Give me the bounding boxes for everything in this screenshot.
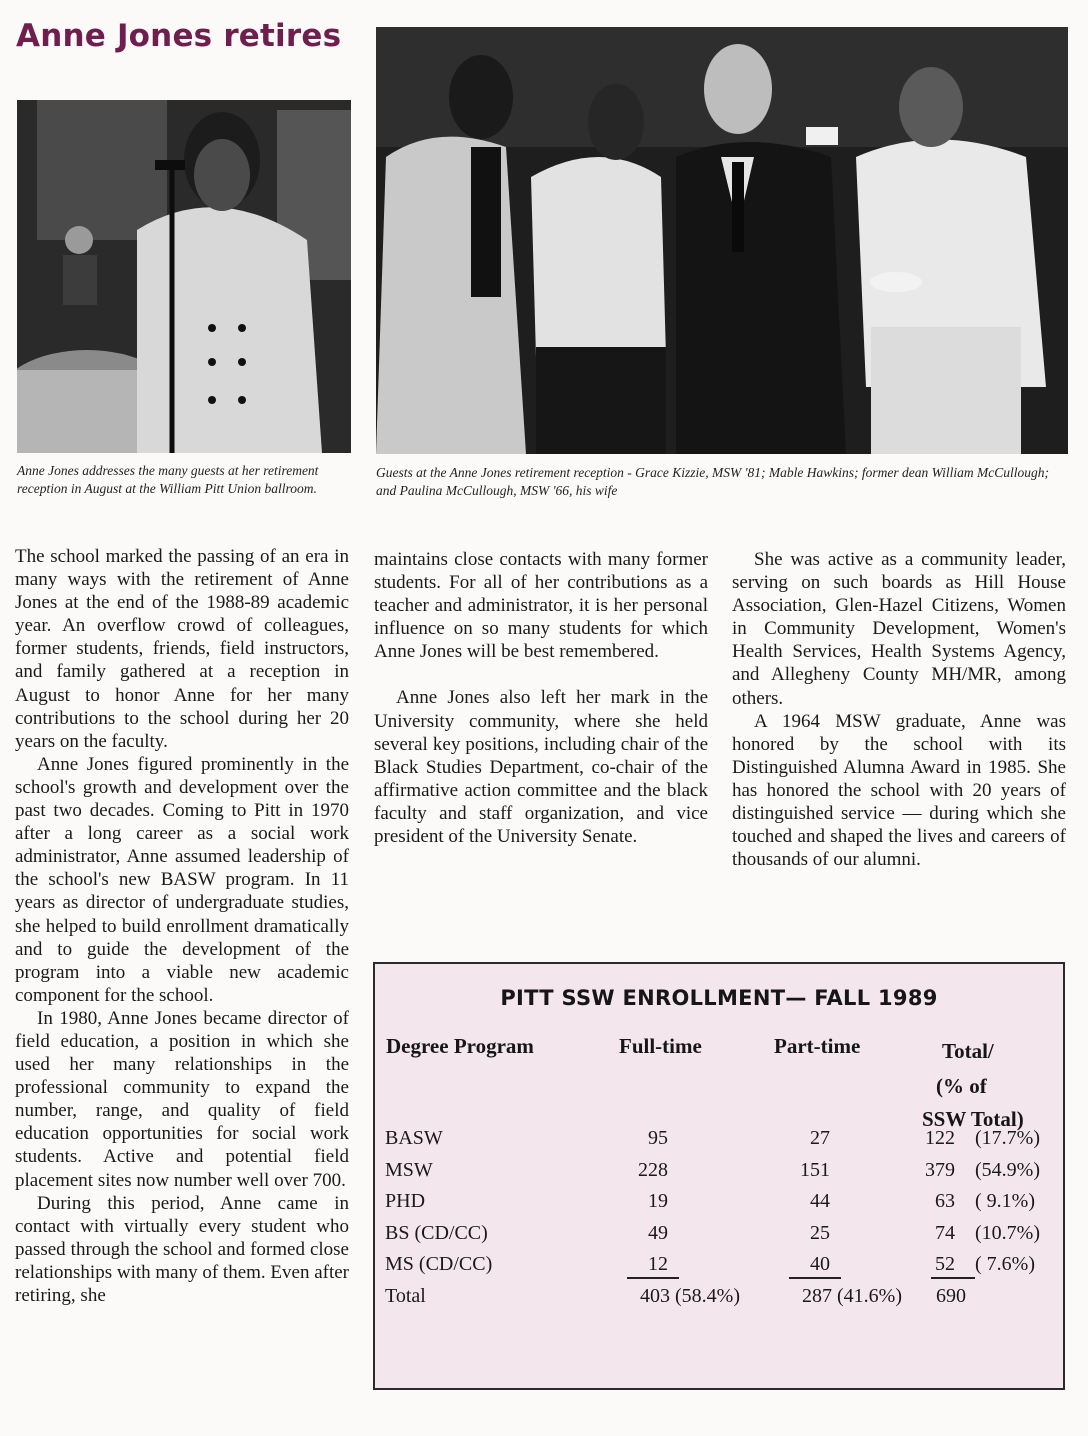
cell-fulltime: 95: [648, 1127, 668, 1149]
cell-program: BASW: [385, 1127, 443, 1149]
paragraph: During this period, Anne came in contact with virtually every student who passed through the school and formed close relationships with many of them. Even after retiring, she: [15, 1192, 349, 1306]
table-title: PITT SSW ENROLLMENT— FALL 1989: [500, 986, 938, 1010]
cell-parttime: 25: [810, 1221, 830, 1244]
cell-fulltime: 49: [648, 1221, 668, 1244]
cell-program: PHD: [385, 1190, 426, 1212]
header-total-line2: (% of: [936, 1074, 987, 1098]
paragraph: A 1964 MSW graduate, Anne was honored by the school with its Distinguished Alumna Award in 1985. She has honored the school with 20 years of distinguished service — during which she touched and shaped the lives and careers of thousands of our alumni.: [732, 710, 1066, 871]
cell-parttime: 151: [800, 1158, 830, 1181]
cell-pct: ( 7.6%): [975, 1253, 1035, 1275]
cell-fulltime: 19: [648, 1190, 668, 1212]
cell-pct: ( 9.1%): [975, 1190, 1035, 1212]
enrollment-table: [373, 962, 1065, 1390]
photo-right-caption: Guests at the Anne Jones retirement reception - Grace Kizzie, MSW '81; Mable Hawkins; former dean William McCullough; and Paulina McCullough, MSW '66, his wife: [376, 465, 1050, 498]
paragraph: maintains close contacts with many former students. For all of her contributions as a teacher and administrator, it is her personal influence on so many students for which Anne Jones will be best remembered.: [374, 549, 708, 663]
cell-total: 122: [925, 1127, 955, 1149]
cell-parttime: 40: [810, 1253, 830, 1275]
paragraph: Anne Jones also left her mark in the University community, where she held several key positions, including chair of the Black Studies Department, co-chair of the affirmative action committee and the black faculty and staff organization, and vice president of the University Senate.: [374, 687, 708, 848]
total-sum-rule: [931, 1277, 975, 1279]
header-total-line3: SSW Total): [922, 1107, 1024, 1131]
header-total-line1: Total/: [942, 1039, 994, 1063]
cell-total: 52: [935, 1253, 955, 1275]
paragraph: In 1980, Anne Jones became director of field education, a position in which she used her many relationships in the professional community to expand the number, range, and quality of field education opportunities for social work students. Active and potential field placement sites now number well over 700.: [15, 1007, 349, 1191]
cell-fulltime: 12: [648, 1253, 668, 1275]
cell-parttime: 27: [810, 1127, 830, 1149]
totals-parttime: 287 (41.6%): [802, 1285, 902, 1307]
totals-total: 690: [936, 1285, 966, 1307]
cell-total: 63: [935, 1190, 955, 1212]
paragraph: Anne Jones figured prominently in the school's growth and development over the past two decades. Coming to Pitt in 1970 after a long career as a social work administrator, Anne assumed leadership of the school's new BASW program. In 11 years as director of undergraduate studies, she helped to build enrollment dramatically and to guide the development of the program into a viable new academic component for the school.: [15, 753, 349, 1006]
headline: Anne Jones retires: [16, 18, 342, 54]
cell-total: 379: [925, 1158, 955, 1181]
photo-left-caption: Anne Jones addresses the many guests at her retirement reception in August at the William Pitt Union ballroom.: [17, 463, 319, 496]
cell-parttime: 44: [810, 1190, 830, 1212]
parttime-sum-rule: [789, 1277, 841, 1279]
header-part-time: Part-time: [774, 1034, 861, 1058]
cell-program: MS (CD/CC): [385, 1253, 493, 1275]
article-column-3: [732, 548, 1066, 871]
speaker-photo: [17, 100, 351, 453]
paragraph: She was active as a community leader, serving on such boards as Hill House Association, Glen-Hazel Citizens, Women in Community Development, Women's Health Services, Health Systems Agency, and Allegheny County MH/MR, among others.: [732, 549, 1066, 709]
header-full-time: Full-time: [619, 1034, 702, 1058]
article-column-2: [374, 548, 708, 848]
cell-program: BS (CD/CC): [385, 1221, 488, 1244]
cell-pct: (17.7%): [975, 1127, 1040, 1149]
cell-program: MSW: [385, 1158, 433, 1181]
totals-fulltime: 403 (58.4%): [640, 1285, 740, 1307]
cell-fulltime: 228: [638, 1158, 668, 1181]
article-column-1: [15, 545, 349, 1307]
fulltime-sum-rule: [627, 1277, 679, 1279]
header-degree-program: Degree Program: [386, 1034, 534, 1058]
paragraph: The school marked the passing of an era in many ways with the retirement of Anne Jones at the end of the 1988-89 academic year. An overflow crowd of colleagues, former students, friends, field instructors, and family gathered at a reception in August to honor Anne for her many contributions to the school during her 20 years on the faculty.: [15, 546, 349, 752]
totals-label: Total: [385, 1285, 426, 1307]
cell-pct: (10.7%): [975, 1221, 1040, 1244]
guests-photo: [376, 27, 1068, 454]
cell-pct: (54.9%): [975, 1158, 1040, 1181]
cell-total: 74: [935, 1221, 955, 1244]
speaker-photo-illustration: [17, 100, 351, 453]
guests-photo-illustration: [376, 27, 1068, 454]
